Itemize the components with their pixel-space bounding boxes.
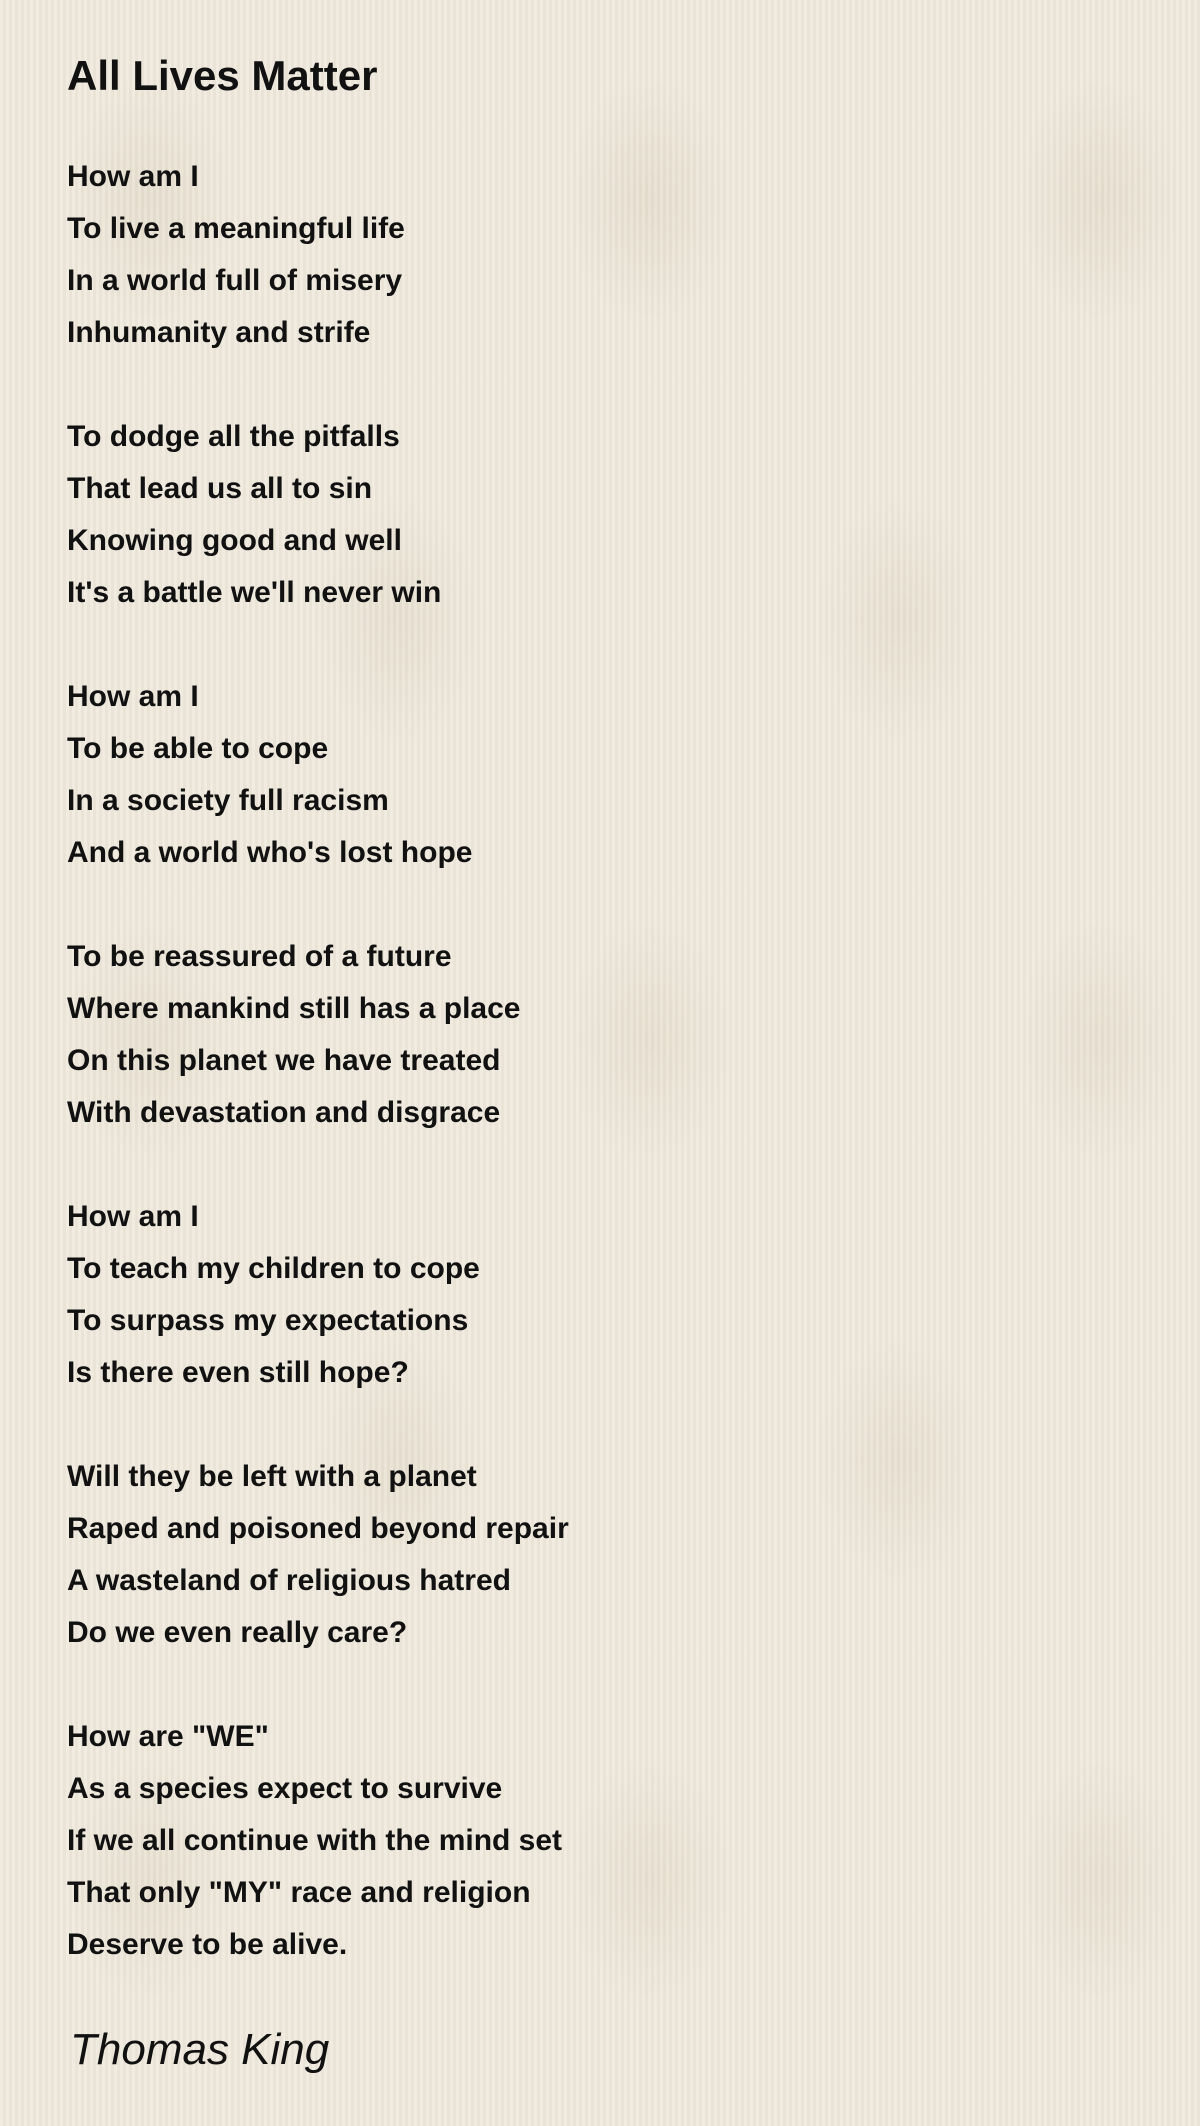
poem-body bbox=[67, 151, 569, 1971]
poem-line: How are "WE" bbox=[67, 1720, 269, 1753]
poem-line: To live a meaningful life bbox=[67, 212, 405, 245]
poem-line: Do we even really care? bbox=[67, 1616, 408, 1649]
stanza bbox=[67, 1711, 569, 1971]
stanza bbox=[67, 1451, 569, 1659]
poem-line: If we all continue with the mind set bbox=[67, 1824, 563, 1857]
poem-line: To teach my children to cope bbox=[67, 1252, 480, 1285]
poem-line: How am I bbox=[67, 160, 199, 193]
poem-line: To surpass my expectations bbox=[67, 1304, 469, 1337]
poem-line: That lead us all to sin bbox=[67, 472, 373, 505]
poem-line: Knowing good and well bbox=[67, 524, 402, 557]
poem-line: In a world full of misery bbox=[67, 264, 403, 297]
poem-author: Thomas King bbox=[70, 2025, 330, 2074]
poem-title: All Lives Matter bbox=[67, 52, 378, 99]
poem-line: Will they be left with a planet bbox=[67, 1460, 477, 1493]
poem-line: That only "MY" race and religion bbox=[67, 1876, 531, 1909]
stanza bbox=[67, 671, 569, 879]
poem-line: To be able to cope bbox=[67, 732, 329, 765]
poem-line: Is there even still hope? bbox=[67, 1356, 409, 1389]
poem-line: It's a battle we'll never win bbox=[67, 576, 442, 609]
poem-line: To be reassured of a future bbox=[67, 940, 452, 973]
poem-line: How am I bbox=[67, 680, 199, 713]
poem-line: On this planet we have treated bbox=[67, 1044, 501, 1077]
poem-line: With devastation and disgrace bbox=[67, 1096, 501, 1129]
poem-line: Where mankind still has a place bbox=[67, 992, 521, 1025]
stanza bbox=[67, 931, 569, 1139]
poem-line: As a species expect to survive bbox=[67, 1772, 503, 1805]
stanza bbox=[67, 1191, 569, 1399]
poem-line: Inhumanity and strife bbox=[67, 316, 371, 349]
poem-line: Deserve to be alive. bbox=[67, 1928, 348, 1961]
poem-line: Raped and poisoned beyond repair bbox=[67, 1512, 569, 1545]
stanza bbox=[67, 151, 569, 359]
poem-line: To dodge all the pitfalls bbox=[67, 420, 400, 453]
poem-line: A wasteland of religious hatred bbox=[67, 1564, 511, 1597]
poem-line: And a world who's lost hope bbox=[67, 836, 473, 869]
poem-line: How am I bbox=[67, 1200, 199, 1233]
poem-line: In a society full racism bbox=[67, 784, 389, 817]
stanza bbox=[67, 411, 569, 619]
